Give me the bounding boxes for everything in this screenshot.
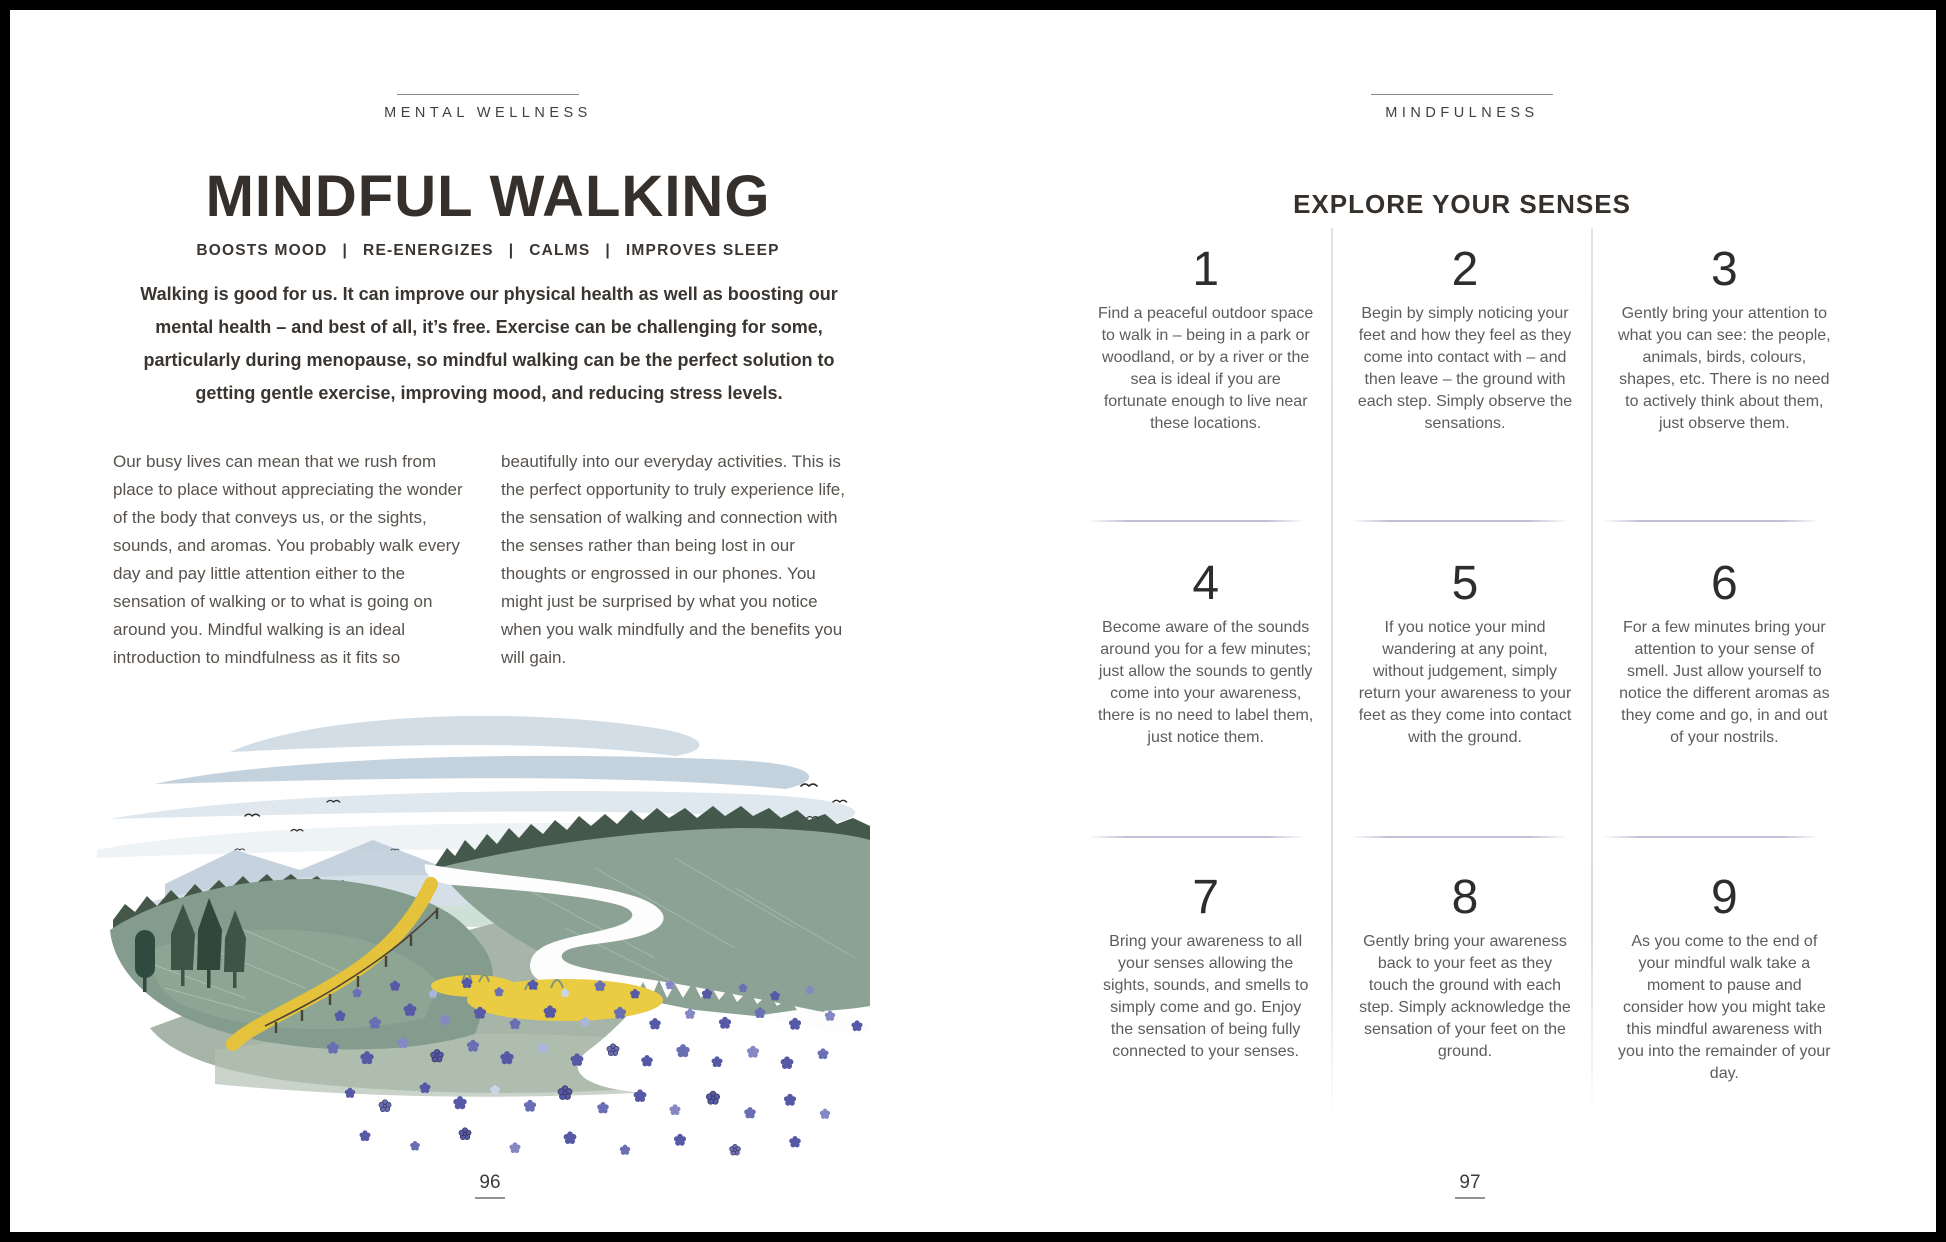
right-category-header [1282, 94, 1642, 121]
right-page-number-wrap [1430, 1172, 1510, 1199]
category-label: MINDFULNESS [1385, 105, 1539, 121]
step-2 [1335, 244, 1594, 558]
step-number: 7 [1192, 871, 1220, 924]
step-text: Become aware of the sounds around you for a few minutes; just allow the sounds to gently come into your awareness, there is no need to label them, just notice them. [1098, 619, 1314, 746]
step-1 [1076, 244, 1335, 558]
left-category-header [308, 94, 668, 121]
step-text: Gently bring your attention to what you can see: the people, animals, birds, colours, shapes, etc. There is no need to actively think about them, just observe them. [1618, 305, 1831, 432]
step-7 [1076, 872, 1335, 1186]
benefits-line [138, 242, 838, 260]
step-number: 3 [1710, 243, 1738, 296]
benefit-separator: | [342, 242, 349, 259]
step-text: Bring your awareness to all your senses allowing the sights, sounds, and smells to simply come and go. Enjoy the sensation of being fully connected to your senses. [1102, 933, 1309, 1060]
benefit-item: CALMS [529, 242, 591, 259]
step-text: As you come to the end of your mindful walk take a moment to pause and consider how you might take this mindful awareness with you into the remainder of your day. [1618, 933, 1831, 1082]
step-5 [1335, 558, 1594, 872]
step-9 [1595, 872, 1854, 1186]
landscape-illustration [95, 698, 885, 1163]
left-page-number-wrap [450, 1172, 530, 1199]
step-4 [1076, 558, 1335, 872]
step-number: 6 [1710, 557, 1738, 610]
step-text: Begin by simply noticing your feet and how they feel as they come into contact with – and then leave – the ground with each step. Simply observe the sensations. [1357, 305, 1573, 432]
step-number: 8 [1451, 871, 1479, 924]
step-number: 4 [1192, 557, 1220, 610]
benefit-item: BOOSTS MOOD [196, 242, 328, 259]
step-number: 1 [1192, 243, 1220, 296]
step-8 [1335, 872, 1594, 1186]
step-6 [1595, 558, 1854, 872]
step-number: 2 [1451, 243, 1479, 296]
step-text: For a few minutes bring your attention to your sense of smell. Just allow yourself to notice the different aromas as they come and go, in and out of your nostrils. [1619, 619, 1830, 746]
steps-grid [1076, 244, 1854, 1186]
category-label: MENTAL WELLNESS [384, 105, 592, 121]
page-title: MINDFUL WALKING [205, 164, 771, 229]
step-number: 5 [1451, 557, 1479, 610]
intro-paragraph: Walking is good for us. It can improve our physical health as well as boosting our mental health – and best of all, it’s free. Exercise can be challenging for some, particularly during menopause, so mindful walking can be the perfect solution to getting gentle exercise, improving mood, and reducing stress levels. [140, 284, 838, 403]
step-3 [1595, 244, 1854, 558]
step-text: Find a peaceful outdoor space to walk in – being in a park or woodland, or by a river or the sea is ideal if you are fortunate enough to live near these locations. [1098, 305, 1314, 432]
category-overline [397, 94, 579, 95]
benefit-separator: | [508, 242, 515, 259]
benefit-item: IMPROVES SLEEP [625, 242, 780, 259]
benefit-item: RE-ENERGIZES [363, 242, 494, 259]
section-title: EXPLORE YOUR SENSES [1293, 189, 1631, 219]
step-text: Gently bring your awareness back to your feet as they touch the ground with each step. Simply acknowledge the sensation of your feet on the ground. [1359, 933, 1571, 1060]
benefit-separator: | [605, 242, 611, 259]
page-number: 96 [475, 1172, 504, 1199]
step-text: If you notice your mind wandering at any point, without judgement, simply return your awareness to your feet as they come into contact with the ground. [1358, 619, 1572, 746]
step-number: 9 [1710, 871, 1738, 924]
category-overline [1371, 94, 1553, 95]
body-column-1: Our busy lives can mean that we rush from place to place without appreciating the wonder of the body that conveys us, or the sights, sounds, and aromas. You probably walk every day and pay little attention either to the sensation of walking or to what is going on around you. Mindful walking is an ideal introduction to mindfulness as it fits so [113, 452, 463, 667]
page-number: 97 [1455, 1172, 1484, 1199]
body-column-2: beautifully into our everyday activities. This is the perfect opportunity to truly experience life, the sensation of walking and connection with the senses rather than being lost in our thoughts or engrossed in our phones. You might just be surprised by what you notice when you walk mindfully and the benefits you will gain. [501, 452, 845, 667]
